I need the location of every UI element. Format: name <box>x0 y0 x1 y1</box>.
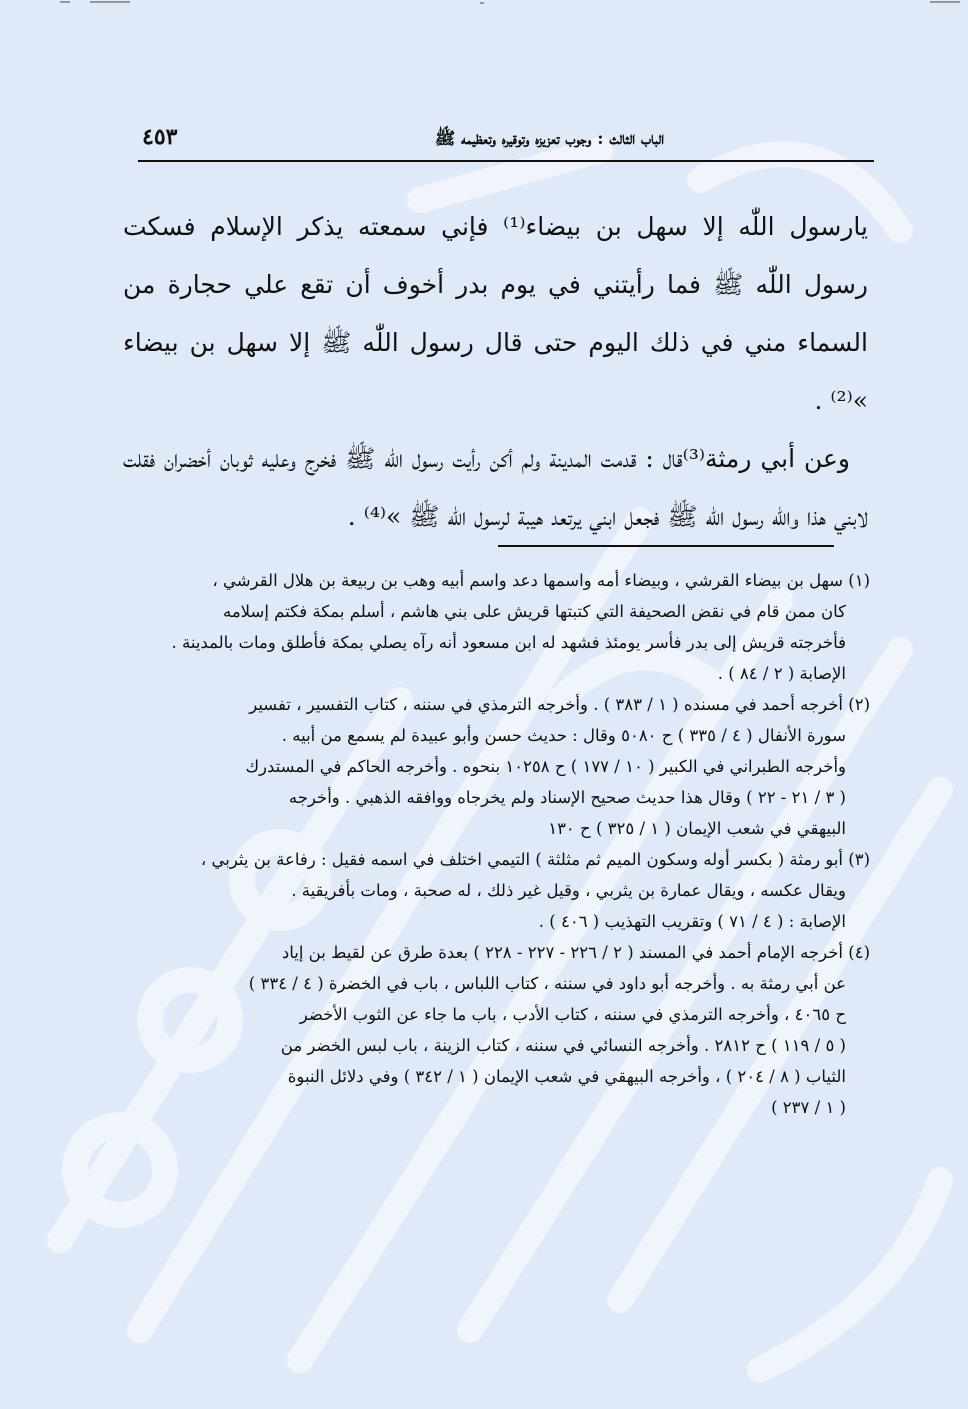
main-text <box>123 198 868 546</box>
footnote-line: كان ممن قام في نقض الصحيفة التي كتبتها قريش على بني هاشم ، أسلم بمكة فكتم إسلامه <box>223 602 846 621</box>
footnote-line: البيهقي في شعب الإيمان ( ١ / ٣٢٥ ) ح ١٣٠ <box>548 819 846 838</box>
footnote-line: ويقال عكسه ، ويقال عمارة بن يثربي ، وقيل غير ذلك ، له صحبة ، ومات بأفريقية . <box>291 881 846 900</box>
footnote-line: (٤) أخرجه الإمام أحمد في المسند ( ٢ / ٢٢٦ - ٢٢٧ - ٢٢٨ ) بعدة طرق عن لقيط بن إياد <box>281 943 870 962</box>
footnote-line: ( ١ / ٢٣٧ ) <box>771 1098 846 1117</box>
footnote-line: سورة الأنفال ( ٤ / ٣٣٥ ) ح ٥٠٨٠ وقال : حديث حسن وأبو عبيدة لم يسمع من أبيه . <box>281 726 846 745</box>
footnote-line: فأخرجته قريش إلى بدر فأسر يومئذ فشهد له ابن مسعود أنه رآه يصلي بمكة فأطلق ومات بالمدينة . <box>171 633 846 652</box>
footnote-4 <box>120 937 870 1123</box>
footnote-line: الإصابة ( ٢ / ٨٤ ) . <box>717 664 846 683</box>
footnote-line: (٢) أخرجه أحمد في مسنده ( ١ / ٣٨٣ ) . وأخرجه الترمذي في سننه ، كتاب التفسير ، تفسير <box>249 695 870 714</box>
footnote-line: (١) سهل بن بيضاء القرشي ، وبيضاء أمه واسمها دعد واسم أبيه وهب بن ربيعة بن هلال القرشي ، <box>212 571 870 590</box>
footnote-line: ( ٥ / ١١٩ ) ح ٢٨١٢ . وأخرجه النسائي في سننه ، كتاب الزينة ، باب لبس الخضر من <box>280 1036 846 1055</box>
footnote-line: الإصابة : ( ٤ / ٧١ ) وتقريب التهذيب ( ٤٠٦ ) . <box>538 912 846 931</box>
footnote-line: وأخرجه الطبراني في الكبير ( ١٠ / ١٧٧ ) ح ١٠٢٥٨ بنحوه . وأخرجه الحاكم في المستدرك <box>245 757 846 776</box>
footnote-line: عن أبي رمثة به . وأخرجه أبو داود في سننه ، كتاب اللباس ، باب في الخضرة ( ٤ / ٣٣٤ ) <box>248 974 846 993</box>
running-header <box>138 122 874 162</box>
scan-edge-marks <box>0 0 968 10</box>
footnote-line: الثياب ( ٨ / ٢٠٤ ) ، وأخرجه البيهقي في شعب الإيمان ( ١ / ٣٤٢ ) وفي دلائل النبوة <box>287 1067 846 1086</box>
page-number: ٤٥٣ <box>142 124 178 150</box>
footnotes <box>120 565 870 1123</box>
footnote-line: ( ٣ / ٢١ - ٢٢ ) وقال هذا حديث صحيح الإسناد ولم يخرجاه ووافقه الذهبي . وأخرجه <box>288 788 846 807</box>
footnote-1 <box>120 565 870 689</box>
footnote-line: (٣) أبو رمثة ( بكسر أوله وسكون الميم ثم مثلثة ) التيمي اختلف في اسمه فقيل : رفاعة بن يثربي ، <box>200 850 870 869</box>
paragraph: يارسول اللّٰه إلا سهل بن بيضاء⁽¹⁾ فإني سمعته يذكر الإسلام فسكت رسول اللّٰه ﷺ فما رأيتني في يوم بدر أخوف أن تقع علي حجارة من السماء مني في ذلك اليوم حتى قال رسول اللّٰه ﷺ إلا سهل بن بيضاء »⁽²⁾ . <box>123 212 868 415</box>
chapter-title: الباب الثالث : وجوب تعزيزه وتوقيره وتعظيمه ﷺ <box>434 129 664 149</box>
footnote-3 <box>120 844 870 937</box>
footnote-divider <box>498 545 834 547</box>
footnote-line: ح ٤٠٦٥ ، وأخرجه الترمذي في سننه ، كتاب الأدب ، باب ما جاء عن الثوب الأخضر <box>299 1005 846 1024</box>
paragraph: وعن أبي رمثة⁽³⁾قال : قدمت المدينة ولم أكن رأيت رسول اللّٰه ﷺ فخرج وعليه ثوبان أخضران فقلت لابني هذا واللّٰه رسول اللّٰه ﷺ فجعل ابني يرتعد هيبة لرسول اللّٰه ﷺ »⁽⁴⁾ . <box>123 444 868 531</box>
footnote-2 <box>120 689 870 844</box>
